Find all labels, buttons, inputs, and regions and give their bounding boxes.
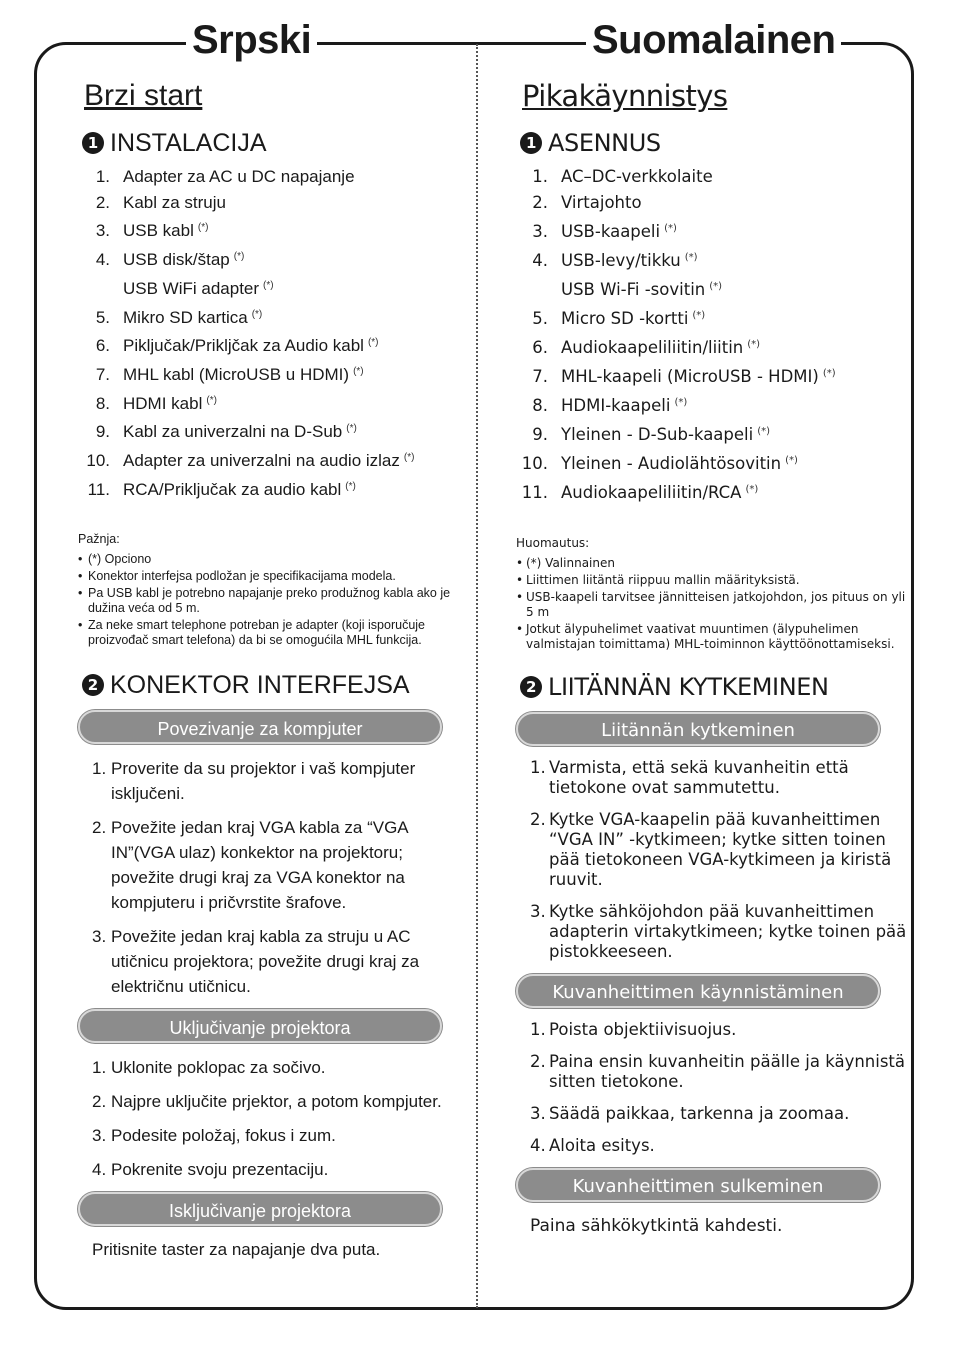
optional-marker: (*) bbox=[345, 480, 356, 492]
item-number: 4. bbox=[95, 250, 110, 270]
optional-marker: (*) bbox=[367, 337, 379, 349]
step-item bbox=[78, 1123, 470, 1148]
package-contents-list bbox=[78, 164, 470, 502]
optional-marker: (*) bbox=[757, 426, 771, 437]
step-item bbox=[516, 1136, 911, 1156]
note-item: • Za neke smart telephone potreban je adapter (koji isporučuje proizvođač smart telefona) da bi se omogućila MHL funkcija. bbox=[78, 618, 470, 648]
note-item: • Jotkut älypuhelimet vaativat muuntimen (älypuhelimen valmistajan toimittama) MHL-toiminnon käyttöönottamiseksi. bbox=[516, 622, 911, 652]
item-number: 5. bbox=[532, 309, 548, 328]
step-number: 1. bbox=[92, 759, 107, 779]
power-on-banner: Kuvanheittimen käynnistäminen bbox=[516, 974, 880, 1008]
step-number: 3. bbox=[92, 927, 107, 947]
section-number-badge: 1 bbox=[82, 132, 104, 154]
optional-marker: (*) bbox=[206, 394, 217, 406]
install-heading bbox=[520, 128, 911, 158]
optional-marker: (*) bbox=[692, 310, 706, 321]
connect-computer-banner: Liitännän kytkeminen bbox=[516, 712, 880, 746]
serbian-language-title: Srpski bbox=[186, 18, 317, 62]
item-number: 8. bbox=[532, 396, 548, 415]
list-item bbox=[516, 390, 911, 419]
quick-start-heading: Brzi start bbox=[84, 79, 203, 112]
item-label: MHL kabl (MicroUSB u HDMI) bbox=[123, 364, 350, 384]
step-item bbox=[516, 902, 911, 962]
item-label: Piključak/Prikljčak za Audio kabl bbox=[123, 336, 364, 356]
step-item bbox=[516, 1020, 911, 1040]
step-text: Aloita esitys. bbox=[549, 1136, 655, 1155]
step-number: 4. bbox=[92, 1160, 107, 1180]
optional-marker: (*) bbox=[353, 365, 364, 377]
step-number: 3. bbox=[92, 1126, 107, 1146]
list-item bbox=[516, 332, 911, 361]
power-on-steps bbox=[516, 1020, 911, 1156]
item-label: USB WiFi adapter bbox=[123, 278, 260, 298]
optional-marker: (*) bbox=[785, 455, 798, 466]
item-number: 1. bbox=[95, 167, 110, 186]
step-item bbox=[516, 1104, 911, 1124]
item-label: USB Wi-Fi -sovitin bbox=[561, 280, 706, 299]
step-number: 2. bbox=[92, 1092, 107, 1112]
item-label: AC–DC-verkkolaite bbox=[561, 167, 713, 186]
note-item: • Liittimen liitäntä riippuu mallin määrityksistä. bbox=[516, 573, 911, 588]
item-number: 10. bbox=[86, 451, 110, 471]
quick-start-heading: Pikakäynnistys bbox=[522, 79, 728, 113]
item-number: 6. bbox=[95, 336, 110, 356]
section-number-badge: 2 bbox=[520, 676, 542, 698]
item-number: 11. bbox=[87, 479, 110, 499]
step-text: Säädä paikkaa, tarkenna ja zoomaa. bbox=[549, 1104, 850, 1123]
item-label: Audiokaapeliliitin/liitin bbox=[561, 338, 744, 357]
list-item bbox=[78, 215, 470, 244]
step-text: Povežite jedan kraj kabla za struju u AC utičnicu projektora; povežite drugi kraj za električnu utičnicu. bbox=[111, 927, 420, 997]
step-number: 2. bbox=[530, 810, 546, 829]
list-item bbox=[78, 273, 470, 302]
list-item bbox=[516, 190, 911, 216]
item-label: Yleinen - Audiolähtösovitin bbox=[561, 454, 782, 473]
step-number: 1. bbox=[530, 1020, 546, 1039]
list-item bbox=[516, 274, 911, 303]
item-number: 3. bbox=[532, 222, 548, 241]
package-contents-list bbox=[516, 164, 911, 506]
step-item bbox=[78, 1055, 470, 1080]
optional-marker: (*) bbox=[664, 223, 677, 234]
optional-marker: (*) bbox=[674, 397, 688, 408]
list-item bbox=[516, 216, 911, 245]
list-item bbox=[516, 245, 911, 274]
interface-heading bbox=[82, 670, 470, 700]
step-number: 2. bbox=[92, 818, 107, 838]
connect-computer-banner: Povezivanje za kompjuter bbox=[78, 710, 442, 744]
item-number: 6. bbox=[532, 338, 548, 357]
note-title: Pažnja: bbox=[78, 532, 120, 547]
list-item bbox=[516, 361, 911, 390]
power-on-steps bbox=[78, 1055, 470, 1182]
item-label: HDMI kabl bbox=[123, 393, 203, 413]
note-list bbox=[78, 552, 470, 648]
item-label: USB-kaapeli bbox=[561, 222, 661, 241]
power-off-text: Paina sähkökytkintä kahdesti. bbox=[530, 1216, 783, 1236]
step-text: Najpre uključite prjektor, a potom kompjuter. bbox=[111, 1092, 442, 1112]
optional-marker: (*) bbox=[747, 339, 761, 350]
note-box bbox=[516, 536, 911, 652]
note-box bbox=[78, 532, 470, 648]
step-text: Poista objektiivisuojus. bbox=[549, 1020, 737, 1039]
item-number: 2. bbox=[532, 193, 548, 212]
item-number: 10. bbox=[521, 454, 548, 473]
step-text: Pokrenite svoju prezentaciju. bbox=[111, 1160, 329, 1180]
list-item bbox=[78, 388, 470, 417]
list-item bbox=[516, 477, 911, 506]
step-text: Paina ensin kuvanheitin päälle ja käynnistä sitten tietokone. bbox=[549, 1052, 906, 1091]
power-off-banner: Isključivanje projektora bbox=[78, 1192, 442, 1226]
list-item bbox=[78, 244, 470, 273]
note-title: Huomautus: bbox=[516, 536, 590, 550]
item-label: Kabl za struju bbox=[123, 192, 226, 212]
list-item bbox=[78, 359, 470, 388]
list-item bbox=[516, 448, 911, 477]
step-item bbox=[78, 756, 470, 806]
note-item: • (*) Opciono bbox=[78, 552, 470, 567]
item-label: Micro SD -kortti bbox=[561, 309, 689, 328]
optional-marker: (*) bbox=[745, 484, 759, 495]
step-text: Podesite položaj, fokus i zum. bbox=[111, 1126, 336, 1146]
item-label: Mikro SD kartica bbox=[123, 307, 248, 327]
item-label: Adapter za univerzalni na audio izlaz bbox=[123, 451, 400, 471]
item-label: USB kabl bbox=[123, 221, 194, 241]
step-item bbox=[78, 1089, 470, 1114]
step-number: 3. bbox=[530, 902, 546, 921]
list-item bbox=[516, 164, 911, 190]
item-label: Yleinen - D-Sub-kaapeli bbox=[561, 425, 754, 444]
connect-steps bbox=[516, 758, 911, 962]
step-number: 2. bbox=[530, 1052, 546, 1071]
item-number: 5. bbox=[95, 307, 110, 327]
step-item bbox=[516, 810, 911, 890]
finnish-column bbox=[516, 72, 911, 1236]
item-label: MHL-kaapeli (MicroUSB - HDMI) bbox=[561, 367, 819, 386]
interface-title: KONEKTOR INTERFEJSA bbox=[110, 671, 410, 700]
item-number: 9. bbox=[532, 425, 548, 444]
step-number: 1. bbox=[92, 1058, 107, 1078]
optional-marker: (*) bbox=[346, 423, 357, 435]
list-item bbox=[78, 302, 470, 331]
step-text: Varmista, että sekä kuvanheitin että tietokone ovat sammutettu. bbox=[549, 758, 849, 797]
step-text: Proverite da su projektor i vaš kompjuter isključeni. bbox=[111, 759, 416, 804]
step-item bbox=[78, 815, 470, 915]
step-number: 3. bbox=[530, 1104, 546, 1123]
list-item bbox=[78, 445, 470, 474]
note-item: • Konektor interfejsa podložan je specifikacijama modela. bbox=[78, 569, 470, 584]
step-item bbox=[78, 924, 470, 999]
finnish-language-title: Suomalainen bbox=[586, 18, 841, 62]
section-number-badge: 1 bbox=[520, 132, 542, 154]
interface-title: LIITÄNNÄN KYTKEMINEN bbox=[548, 673, 829, 701]
connect-steps bbox=[78, 756, 470, 999]
list-item bbox=[78, 416, 470, 445]
item-label: Audiokaapeliliitin/RCA bbox=[561, 483, 742, 502]
item-number: 1. bbox=[532, 167, 548, 186]
list-item bbox=[78, 474, 470, 503]
optional-marker: (*) bbox=[709, 281, 723, 292]
item-number: 4. bbox=[532, 251, 548, 270]
step-item bbox=[516, 758, 911, 798]
power-on-banner: Uključivanje projektora bbox=[78, 1009, 442, 1043]
step-text: Kytke sähköjohdon pää kuvanheittimen adapterin virtakytkimeen; kytke toinen pää pistokkeeseen. bbox=[549, 902, 907, 961]
note-list bbox=[516, 556, 911, 652]
item-label: Kabl za univerzalni na D-Sub bbox=[123, 422, 343, 442]
list-item bbox=[78, 330, 470, 359]
step-text: Uklonite poklopac za sočivo. bbox=[111, 1058, 326, 1078]
step-item bbox=[78, 1157, 470, 1182]
section-number-badge: 2 bbox=[82, 674, 104, 696]
optional-marker: (*) bbox=[263, 279, 274, 291]
note-item: • Pa USB kabl je potrebno napajanje preko produžnog kabla ako je dužina veća od 5 m. bbox=[78, 586, 470, 616]
power-off-banner: Kuvanheittimen sulkeminen bbox=[516, 1168, 880, 1202]
power-off-text: Pritisnite taster za napajanje dva puta. bbox=[92, 1240, 381, 1260]
item-label: USB-levy/tikku bbox=[561, 251, 681, 270]
optional-marker: (*) bbox=[822, 368, 836, 379]
optional-marker: (*) bbox=[403, 452, 415, 464]
item-number: 11. bbox=[521, 483, 548, 502]
item-label: HDMI-kaapeli bbox=[561, 396, 671, 415]
optional-marker: (*) bbox=[684, 252, 698, 263]
item-label: Adapter za AC u DC napajanje bbox=[123, 167, 355, 186]
step-number: 1. bbox=[530, 758, 546, 777]
step-text: Povežite jedan kraj VGA kabla za “VGA IN”(VGA ulaz) konkektor na projektoru; povežite drugi kraj za VGA konektor na kompjuteru i pričvrstite šrafove. bbox=[111, 818, 408, 913]
item-number: 9. bbox=[95, 422, 110, 442]
item-label: USB disk/štap bbox=[123, 250, 230, 270]
list-item bbox=[78, 164, 470, 190]
item-label: RCA/Priključak za audio kabl bbox=[123, 479, 342, 499]
install-title: INSTALACIJA bbox=[110, 129, 267, 157]
list-item bbox=[516, 419, 911, 448]
list-item bbox=[516, 303, 911, 332]
item-number: 7. bbox=[532, 367, 548, 386]
install-heading bbox=[82, 128, 470, 158]
note-item: • USB-kaapeli tarvitsee jännitteisen jatkojohdon, jos pituus on yli 5 m bbox=[516, 590, 911, 620]
step-text: Kytke VGA-kaapelin pää kuvanheittimen “VGA IN” -kytkimeen; kytke sitten toinen pää tietokoneen VGA-kytkimeen ja kiristä ruuvit. bbox=[549, 810, 892, 889]
install-title: ASENNUS bbox=[548, 129, 661, 157]
item-number: 8. bbox=[95, 393, 110, 413]
item-number: 7. bbox=[95, 364, 110, 384]
column-divider bbox=[476, 44, 478, 1308]
item-number: 3. bbox=[95, 221, 110, 241]
item-label: Virtajohto bbox=[561, 193, 642, 212]
optional-marker: (*) bbox=[233, 251, 245, 263]
optional-marker: (*) bbox=[251, 308, 263, 320]
optional-marker: (*) bbox=[197, 222, 209, 234]
serbian-column bbox=[78, 72, 470, 1260]
item-number: 2. bbox=[95, 192, 110, 212]
step-number: 4. bbox=[530, 1136, 546, 1155]
interface-heading bbox=[520, 672, 911, 702]
list-item bbox=[78, 190, 470, 216]
step-item bbox=[516, 1052, 911, 1092]
note-item: • (*) Valinnainen bbox=[516, 556, 911, 571]
